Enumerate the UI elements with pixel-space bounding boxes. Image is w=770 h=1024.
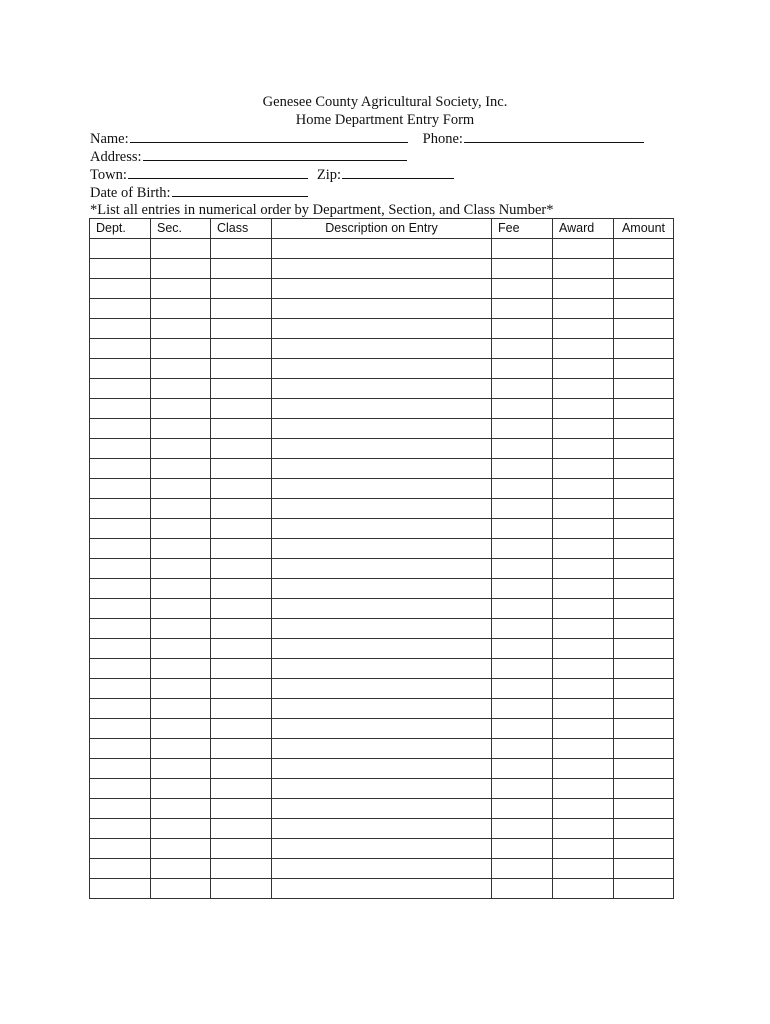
cell-sec[interactable]: [151, 419, 211, 439]
cell-class[interactable]: [211, 859, 272, 879]
cell-class[interactable]: [211, 359, 272, 379]
cell-description[interactable]: [272, 279, 492, 299]
cell-description[interactable]: [272, 659, 492, 679]
cell-sec[interactable]: [151, 879, 211, 899]
cell-class[interactable]: [211, 579, 272, 599]
table-row: [90, 599, 674, 619]
cell-sec[interactable]: [151, 279, 211, 299]
cell-amount[interactable]: [614, 859, 674, 879]
cell-sec[interactable]: [151, 359, 211, 379]
cell-sec[interactable]: [151, 819, 211, 839]
cell-fee[interactable]: [492, 639, 553, 659]
table-row: [90, 819, 674, 839]
cell-sec[interactable]: [151, 319, 211, 339]
cell-dept[interactable]: [90, 539, 151, 559]
cell-award[interactable]: [553, 799, 614, 819]
cell-fee[interactable]: [492, 839, 553, 859]
cell-description[interactable]: [272, 699, 492, 719]
table-row: [90, 299, 674, 319]
table-row: [90, 639, 674, 659]
entries-table: [89, 218, 674, 899]
cell-amount[interactable]: [614, 799, 674, 819]
cell-award[interactable]: [553, 859, 614, 879]
cell-description[interactable]: [272, 599, 492, 619]
table-row: [90, 559, 674, 579]
cell-description[interactable]: [272, 299, 492, 319]
cell-award[interactable]: [553, 439, 614, 459]
cell-award[interactable]: [553, 539, 614, 559]
table-row: [90, 399, 674, 419]
cell-award[interactable]: [553, 779, 614, 799]
cell-description[interactable]: [272, 579, 492, 599]
cell-award[interactable]: [553, 679, 614, 699]
cell-award[interactable]: [553, 239, 614, 259]
cell-amount[interactable]: [614, 679, 674, 699]
cell-award[interactable]: [553, 299, 614, 319]
cell-fee[interactable]: [492, 859, 553, 879]
cell-class[interactable]: [211, 679, 272, 699]
cell-dept[interactable]: [90, 519, 151, 539]
cell-amount[interactable]: [614, 599, 674, 619]
cell-fee[interactable]: [492, 619, 553, 639]
cell-sec[interactable]: [151, 779, 211, 799]
cell-dept[interactable]: [90, 419, 151, 439]
cell-amount[interactable]: [614, 759, 674, 779]
zip-field[interactable]: [342, 165, 454, 179]
cell-sec[interactable]: [151, 599, 211, 619]
cell-fee[interactable]: [492, 739, 553, 759]
cell-amount[interactable]: [614, 699, 674, 719]
cell-class[interactable]: [211, 419, 272, 439]
table-row: [90, 459, 674, 479]
cell-sec[interactable]: [151, 539, 211, 559]
cell-amount[interactable]: [614, 639, 674, 659]
cell-dept[interactable]: [90, 599, 151, 619]
cell-sec[interactable]: [151, 659, 211, 679]
cell-sec[interactable]: [151, 759, 211, 779]
cell-amount[interactable]: [614, 239, 674, 259]
cell-award[interactable]: [553, 719, 614, 739]
cell-dept[interactable]: [90, 699, 151, 719]
address-field[interactable]: [143, 147, 407, 161]
table-header-row: [90, 219, 674, 239]
col-header-award: Award: [553, 219, 614, 239]
cell-fee[interactable]: [492, 659, 553, 679]
cell-award[interactable]: [553, 279, 614, 299]
cell-class[interactable]: [211, 319, 272, 339]
cell-description[interactable]: [272, 439, 492, 459]
table-row: [90, 239, 674, 259]
cell-fee[interactable]: [492, 499, 553, 519]
table-row: [90, 499, 674, 519]
cell-description[interactable]: [272, 739, 492, 759]
dob-line: [90, 183, 308, 202]
cell-dept[interactable]: [90, 659, 151, 679]
cell-fee[interactable]: [492, 879, 553, 899]
cell-amount[interactable]: [614, 559, 674, 579]
cell-fee[interactable]: [492, 439, 553, 459]
cell-dept[interactable]: [90, 779, 151, 799]
table-row: [90, 879, 674, 899]
cell-sec[interactable]: [151, 299, 211, 319]
table-row: [90, 259, 674, 279]
cell-award[interactable]: [553, 359, 614, 379]
table-row: [90, 419, 674, 439]
cell-fee[interactable]: [492, 339, 553, 359]
address-line: [90, 147, 407, 166]
cell-description[interactable]: [272, 779, 492, 799]
cell-fee[interactable]: [492, 239, 553, 259]
form-title: Home Department Entry Form: [295, 112, 475, 128]
cell-dept[interactable]: [90, 759, 151, 779]
cell-award[interactable]: [553, 319, 614, 339]
table-row: [90, 539, 674, 559]
cell-class[interactable]: [211, 779, 272, 799]
cell-award[interactable]: [553, 459, 614, 479]
cell-class[interactable]: [211, 539, 272, 559]
cell-amount[interactable]: [614, 619, 674, 639]
cell-fee[interactable]: [492, 519, 553, 539]
cell-sec[interactable]: [151, 479, 211, 499]
cell-description[interactable]: [272, 459, 492, 479]
cell-award[interactable]: [553, 519, 614, 539]
cell-description[interactable]: [272, 379, 492, 399]
cell-sec[interactable]: [151, 239, 211, 259]
table-row: [90, 839, 674, 859]
town-label: Town:: [90, 167, 127, 183]
cell-award[interactable]: [553, 339, 614, 359]
cell-class[interactable]: [211, 459, 272, 479]
cell-fee[interactable]: [492, 679, 553, 699]
cell-sec[interactable]: [151, 799, 211, 819]
cell-description[interactable]: [272, 799, 492, 819]
cell-amount[interactable]: [614, 499, 674, 519]
cell-dept[interactable]: [90, 559, 151, 579]
cell-amount[interactable]: [614, 839, 674, 859]
table-row: [90, 739, 674, 759]
cell-sec[interactable]: [151, 639, 211, 659]
col-header-fee: Fee: [492, 219, 553, 239]
cell-description[interactable]: [272, 679, 492, 699]
cell-class[interactable]: [211, 499, 272, 519]
phone-field[interactable]: [464, 129, 644, 143]
cell-award[interactable]: [553, 639, 614, 659]
cell-class[interactable]: [211, 699, 272, 719]
cell-class[interactable]: [211, 839, 272, 859]
cell-dept[interactable]: [90, 319, 151, 339]
cell-award[interactable]: [553, 839, 614, 859]
cell-sec[interactable]: [151, 519, 211, 539]
instruction-text: *List all entries in numerical order by Department, Section, and Class Number*: [90, 202, 554, 218]
cell-amount[interactable]: [614, 419, 674, 439]
cell-dept[interactable]: [90, 299, 151, 319]
cell-award[interactable]: [553, 759, 614, 779]
cell-award[interactable]: [553, 579, 614, 599]
cell-class[interactable]: [211, 339, 272, 359]
col-header-dept: Dept.: [90, 219, 151, 239]
cell-class[interactable]: [211, 519, 272, 539]
table-row: [90, 619, 674, 639]
cell-class[interactable]: [211, 879, 272, 899]
cell-fee[interactable]: [492, 759, 553, 779]
cell-dept[interactable]: [90, 259, 151, 279]
table-row: [90, 659, 674, 679]
cell-award[interactable]: [553, 379, 614, 399]
cell-fee[interactable]: [492, 819, 553, 839]
cell-fee[interactable]: [492, 379, 553, 399]
table-row: [90, 799, 674, 819]
cell-description[interactable]: [272, 879, 492, 899]
cell-amount[interactable]: [614, 459, 674, 479]
cell-description[interactable]: [272, 499, 492, 519]
cell-sec[interactable]: [151, 839, 211, 859]
cell-sec[interactable]: [151, 559, 211, 579]
cell-class[interactable]: [211, 239, 272, 259]
cell-sec[interactable]: [151, 699, 211, 719]
cell-award[interactable]: [553, 699, 614, 719]
cell-class[interactable]: [211, 759, 272, 779]
cell-description[interactable]: [272, 519, 492, 539]
phone-label: Phone:: [422, 131, 463, 147]
cell-fee[interactable]: [492, 599, 553, 619]
cell-dept[interactable]: [90, 279, 151, 299]
cell-sec[interactable]: [151, 739, 211, 759]
cell-class[interactable]: [211, 659, 272, 679]
cell-description[interactable]: [272, 419, 492, 439]
cell-award[interactable]: [553, 499, 614, 519]
table-row: [90, 379, 674, 399]
table-row: [90, 279, 674, 299]
table-row: [90, 759, 674, 779]
cell-award[interactable]: [553, 399, 614, 419]
cell-description[interactable]: [272, 719, 492, 739]
entries-table-body: [90, 239, 674, 899]
cell-class[interactable]: [211, 559, 272, 579]
cell-fee[interactable]: [492, 579, 553, 599]
name-phone-line: [90, 129, 644, 148]
cell-amount[interactable]: [614, 339, 674, 359]
cell-sec[interactable]: [151, 499, 211, 519]
cell-description[interactable]: [272, 819, 492, 839]
cell-description[interactable]: [272, 359, 492, 379]
cell-dept[interactable]: [90, 839, 151, 859]
cell-dept[interactable]: [90, 619, 151, 639]
cell-fee[interactable]: [492, 279, 553, 299]
cell-amount[interactable]: [614, 359, 674, 379]
cell-description[interactable]: [272, 619, 492, 639]
cell-class[interactable]: [211, 439, 272, 459]
cell-fee[interactable]: [492, 299, 553, 319]
col-header-amount: Amount: [614, 219, 674, 239]
cell-dept[interactable]: [90, 739, 151, 759]
cell-description[interactable]: [272, 759, 492, 779]
cell-award[interactable]: [553, 419, 614, 439]
table-row: [90, 699, 674, 719]
cell-sec[interactable]: [151, 859, 211, 879]
cell-description[interactable]: [272, 479, 492, 499]
cell-award[interactable]: [553, 739, 614, 759]
cell-amount[interactable]: [614, 299, 674, 319]
cell-amount[interactable]: [614, 259, 674, 279]
cell-amount[interactable]: [614, 879, 674, 899]
table-row: [90, 439, 674, 459]
cell-award[interactable]: [553, 599, 614, 619]
cell-award[interactable]: [553, 259, 614, 279]
cell-dept[interactable]: [90, 439, 151, 459]
cell-description[interactable]: [272, 239, 492, 259]
cell-sec[interactable]: [151, 579, 211, 599]
cell-dept[interactable]: [90, 239, 151, 259]
cell-award[interactable]: [553, 879, 614, 899]
cell-description[interactable]: [272, 339, 492, 359]
cell-fee[interactable]: [492, 699, 553, 719]
cell-dept[interactable]: [90, 379, 151, 399]
town-field[interactable]: [128, 165, 308, 179]
table-row: [90, 479, 674, 499]
cell-description[interactable]: [272, 859, 492, 879]
col-header-class: Class: [211, 219, 272, 239]
cell-amount[interactable]: [614, 279, 674, 299]
cell-amount[interactable]: [614, 319, 674, 339]
address-label: Address:: [90, 149, 142, 165]
cell-description[interactable]: [272, 839, 492, 859]
table-row: [90, 359, 674, 379]
cell-sec[interactable]: [151, 339, 211, 359]
cell-amount[interactable]: [614, 819, 674, 839]
cell-fee[interactable]: [492, 359, 553, 379]
cell-class[interactable]: [211, 299, 272, 319]
cell-dept[interactable]: [90, 399, 151, 419]
cell-dept[interactable]: [90, 819, 151, 839]
cell-sec[interactable]: [151, 379, 211, 399]
cell-amount[interactable]: [614, 579, 674, 599]
cell-class[interactable]: [211, 739, 272, 759]
cell-class[interactable]: [211, 479, 272, 499]
cell-sec[interactable]: [151, 399, 211, 419]
col-header-description: Description on Entry: [272, 219, 492, 239]
cell-dept[interactable]: [90, 879, 151, 899]
cell-dept[interactable]: [90, 719, 151, 739]
cell-class[interactable]: [211, 799, 272, 819]
cell-fee[interactable]: [492, 319, 553, 339]
cell-class[interactable]: [211, 599, 272, 619]
cell-award[interactable]: [553, 479, 614, 499]
cell-class[interactable]: [211, 639, 272, 659]
cell-class[interactable]: [211, 819, 272, 839]
dob-field[interactable]: [172, 183, 308, 197]
cell-amount[interactable]: [614, 379, 674, 399]
cell-amount[interactable]: [614, 739, 674, 759]
zip-label: Zip:: [316, 167, 342, 183]
cell-amount[interactable]: [614, 779, 674, 799]
cell-dept[interactable]: [90, 639, 151, 659]
col-header-sec: Sec.: [151, 219, 211, 239]
town-zip-line: [90, 165, 454, 184]
cell-sec[interactable]: [151, 619, 211, 639]
cell-sec[interactable]: [151, 679, 211, 699]
cell-award[interactable]: [553, 819, 614, 839]
cell-class[interactable]: [211, 379, 272, 399]
cell-amount[interactable]: [614, 659, 674, 679]
cell-description[interactable]: [272, 319, 492, 339]
cell-fee[interactable]: [492, 419, 553, 439]
dob-label: Date of Birth:: [90, 185, 171, 201]
table-row: [90, 319, 674, 339]
cell-fee[interactable]: [492, 399, 553, 419]
cell-dept[interactable]: [90, 799, 151, 819]
cell-fee[interactable]: [492, 799, 553, 819]
name-label: Name:: [90, 131, 129, 147]
organization-title: Genesee County Agricultural Society, Inc.: [262, 94, 508, 110]
cell-description[interactable]: [272, 259, 492, 279]
cell-dept[interactable]: [90, 359, 151, 379]
table-row: [90, 519, 674, 539]
cell-dept[interactable]: [90, 339, 151, 359]
cell-fee[interactable]: [492, 259, 553, 279]
cell-description[interactable]: [272, 639, 492, 659]
table-row: [90, 579, 674, 599]
cell-dept[interactable]: [90, 499, 151, 519]
table-row: [90, 779, 674, 799]
cell-sec[interactable]: [151, 459, 211, 479]
table-row: [90, 719, 674, 739]
cell-class[interactable]: [211, 719, 272, 739]
table-row: [90, 859, 674, 879]
cell-fee[interactable]: [492, 559, 553, 579]
cell-dept[interactable]: [90, 579, 151, 599]
cell-description[interactable]: [272, 539, 492, 559]
cell-fee[interactable]: [492, 459, 553, 479]
cell-fee[interactable]: [492, 779, 553, 799]
cell-fee[interactable]: [492, 479, 553, 499]
cell-sec[interactable]: [151, 259, 211, 279]
cell-amount[interactable]: [614, 719, 674, 739]
cell-award[interactable]: [553, 559, 614, 579]
cell-amount[interactable]: [614, 399, 674, 419]
cell-sec[interactable]: [151, 439, 211, 459]
cell-dept[interactable]: [90, 459, 151, 479]
table-row: [90, 339, 674, 359]
cell-sec[interactable]: [151, 719, 211, 739]
name-field[interactable]: [130, 129, 408, 143]
table-row: [90, 679, 674, 699]
cell-amount[interactable]: [614, 479, 674, 499]
cell-description[interactable]: [272, 559, 492, 579]
cell-amount[interactable]: [614, 439, 674, 459]
cell-award[interactable]: [553, 619, 614, 639]
cell-dept[interactable]: [90, 859, 151, 879]
cell-award[interactable]: [553, 659, 614, 679]
cell-description[interactable]: [272, 399, 492, 419]
cell-class[interactable]: [211, 399, 272, 419]
cell-amount[interactable]: [614, 539, 674, 559]
cell-dept[interactable]: [90, 679, 151, 699]
cell-class[interactable]: [211, 619, 272, 639]
cell-fee[interactable]: [492, 539, 553, 559]
cell-class[interactable]: [211, 259, 272, 279]
cell-dept[interactable]: [90, 479, 151, 499]
cell-class[interactable]: [211, 279, 272, 299]
cell-fee[interactable]: [492, 719, 553, 739]
cell-amount[interactable]: [614, 519, 674, 539]
